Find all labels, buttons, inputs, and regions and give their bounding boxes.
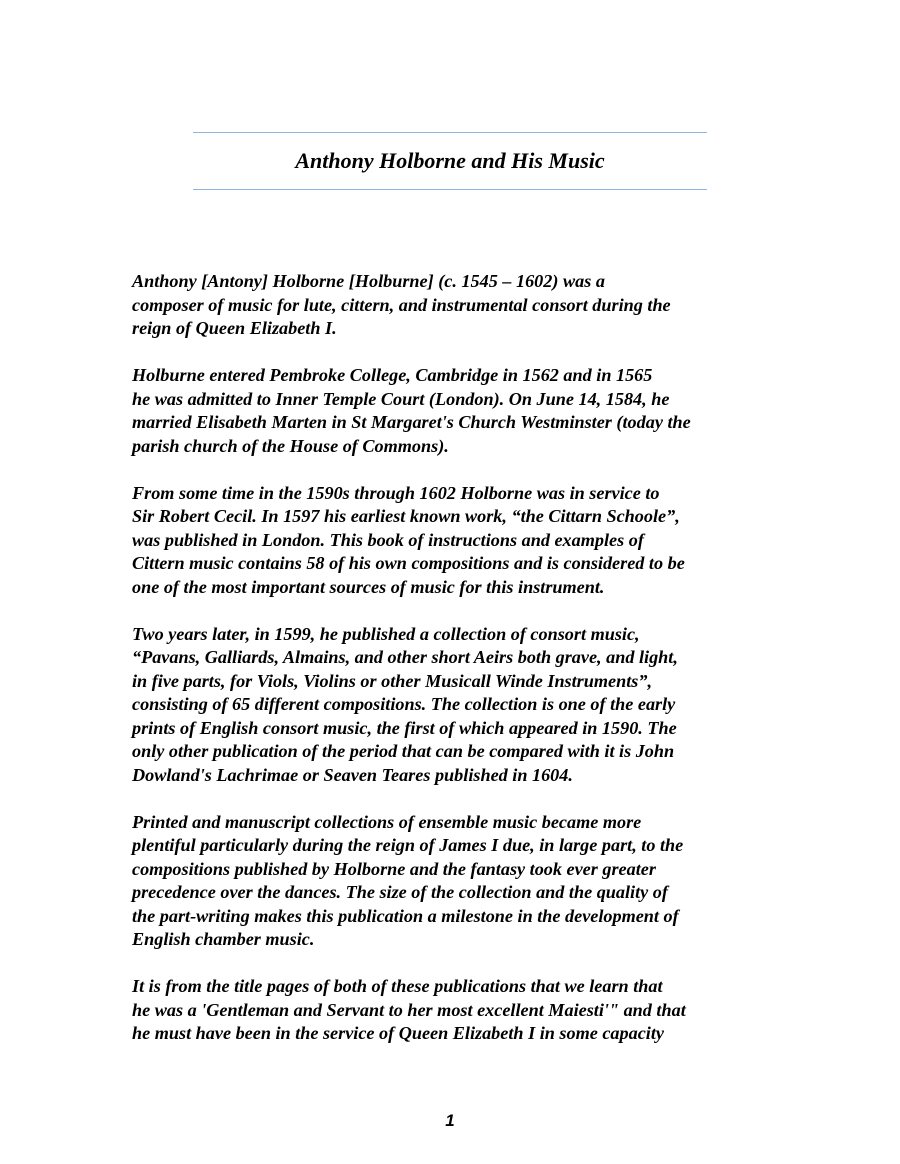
page-number: 1 — [445, 1111, 455, 1130]
title-rule-top — [193, 132, 707, 133]
paragraph-consort-collection: Two years later, in 1599, he published a collection of consort music, “Pavans, Galliards, Almains, and other short Aeirs both grave, and light, in five parts, for Viols, Violins or other Musicall Winde Instruments”, consisting of 65 different compositions. The collection is one of the early prints of English consort music, the first of which appeared in 1590. The only other publication of the period that can be compared with it is John Dowland's Lachrimae or Seaven Teares published in 1604. — [132, 623, 678, 785]
page-title: Anthony Holborne and His Music — [295, 148, 605, 173]
paragraph-title-pages: It is from the title pages of both of these publications that we learn that he was a 'Gentleman and Servant to her most excellent Maiesti'" and that he must have been in the service of Queen Elizabeth I in some capacity — [132, 976, 686, 1043]
paragraph-intro: Anthony [Antony] Holborne [Holburne] (c. 1545 – 1602) was a composer of music for lute, cittern, and instrumental consort during the reign of Queen Elizabeth I. — [132, 271, 671, 338]
paragraph-education: Holburne entered Pembroke College, Cambridge in 1562 and in 1565 he was admitted to Inner Temple Court (London). On June 14, 1584, he married Elisabeth Marten in St Margaret's Church Westminster (today the parish church of the House of Commons). — [132, 365, 691, 456]
body-text — [132, 270, 772, 1069]
paragraph-cittarn-schoole: From some time in the 1590s through 1602 Holborne was in service to Sir Robert Cecil. In 1597 his earliest known work, “the Cittarn Schoole”, was published in London. This book of instructions and examples of Cittern music contains 58 of his own compositions and is considered to be one of the most important sources of music for this instrument. — [132, 482, 685, 597]
title-rule-bottom — [193, 189, 707, 190]
paragraph-ensemble-music: Printed and manuscript collections of ensemble music became more plentiful particularly during the reign of James I due, in large part, to the compositions published by Holborne and the fantasy took ever greater precedence over the dances. The size of the collection and the quality of the part-writing makes this publication a milestone in the development of English chamber music. — [132, 811, 684, 949]
